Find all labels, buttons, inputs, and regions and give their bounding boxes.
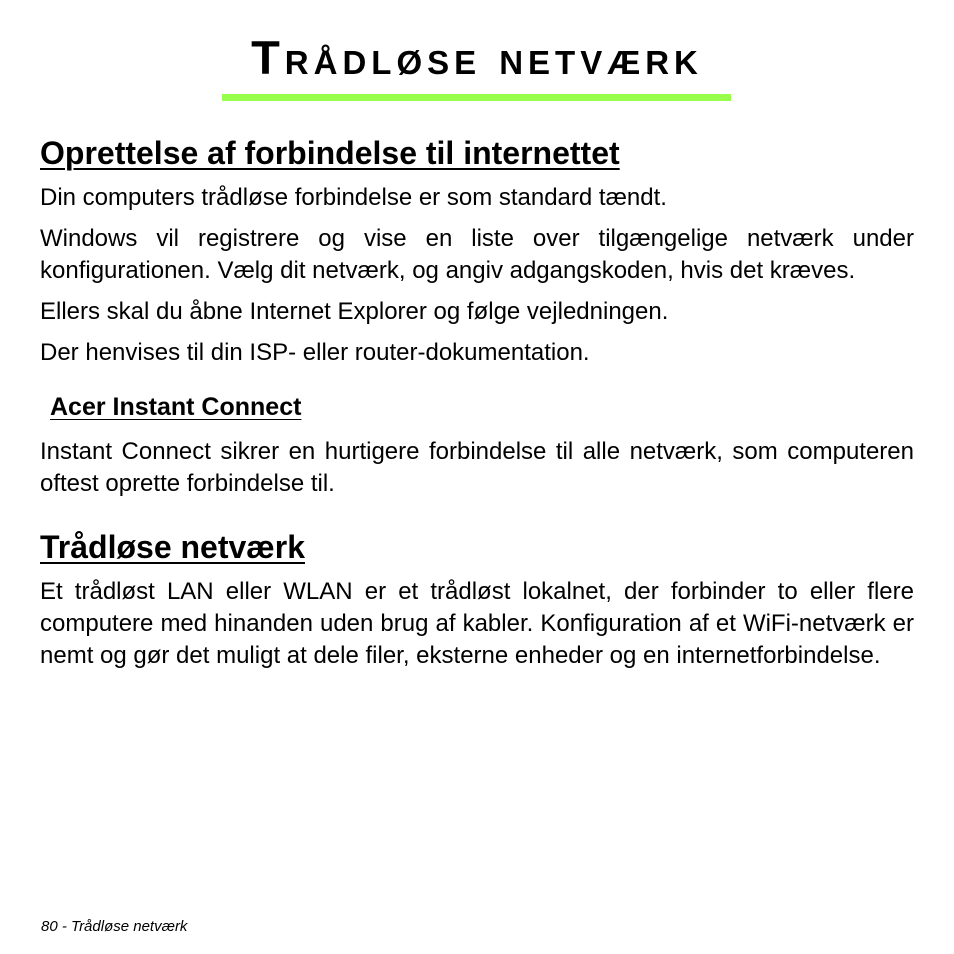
paragraph-wireless-default: Din computers trådløse forbindelse er som standard tændt. <box>40 184 667 211</box>
section-heading-wireless-networks: Trådløse netværk <box>40 529 305 565</box>
page-content <box>40 133 914 681</box>
paragraph-internet-explorer: Ellers skal du åbne Internet Explorer og følge vejledningen. <box>40 298 669 325</box>
page-title: Trådløse netværk <box>251 31 703 84</box>
paragraph-instant-connect: Instant Connect sikrer en hurtigere forbindelse til alle netværk, som computeren oftest oprette forbindelse til. <box>40 438 914 497</box>
paragraph-windows-networks: Windows vil registrere og vise en liste over tilgængelige netværk under konfigurationen. Vælg dit netværk, og angiv adgangskoden, hvis det kræves. <box>40 225 914 284</box>
title-underline-rule <box>222 94 731 101</box>
paragraph-isp-documentation: Der henvises til din ISP- eller router-dokumentation. <box>40 339 590 366</box>
paragraph-wlan-description: Et trådløst LAN eller WLAN er et trådløst lokalnet, der forbinder to eller flere computere med hinanden uden brug af kabler. Konfiguration af et WiFi-netværk er nemt og gør det muligt at dele filer, eksterne enheder og en internetforbindelse. <box>40 578 914 669</box>
page-footer: 80 - Trådløse netværk <box>41 918 188 935</box>
section-heading-internet-connection: Oprettelse af forbindelse til internettet <box>40 135 620 171</box>
subsection-heading-acer-instant-connect: Acer Instant Connect <box>50 393 302 421</box>
